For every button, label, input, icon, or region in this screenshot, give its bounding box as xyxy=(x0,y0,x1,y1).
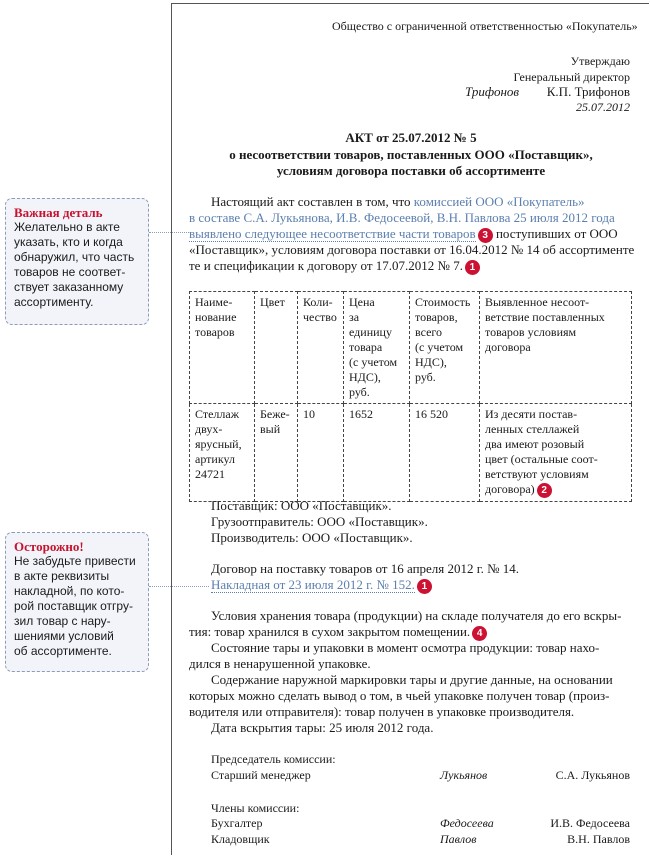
table-cell: Стеллаж двух- ярусный, артикул 24721 xyxy=(190,404,255,502)
chair-signature: Лукьянов xyxy=(440,768,488,782)
shipper-line: Грузоотправитель: ООО «Поставщик». xyxy=(211,514,428,529)
producer-line: Производитель: ООО «Поставщик». xyxy=(211,530,413,545)
note-line: указать, кто и когда xyxy=(14,235,123,249)
badge-3: 3 xyxy=(478,228,493,243)
act-document xyxy=(171,3,649,855)
table-header-row xyxy=(190,292,632,404)
table-cell: Из десяти постав- ленных стеллажей два имеют розовый цвет (остальные соот- ветствуют условиям договора) 2 xyxy=(480,404,632,502)
storage-line-1: Условия хранения товара (продукции) на складе получателя до его вскры- xyxy=(211,608,622,623)
table-cell: Беже- вый xyxy=(255,404,298,502)
member-2-name: В.Н. Павлов xyxy=(567,832,630,846)
member-1-role: Бухгалтер xyxy=(211,816,263,830)
intro-text: поступивших от ООО xyxy=(492,226,618,241)
intro-line-2: в составе С.А. Лукьянова, И.В. Федосеевой, В.Н. Павлова 25 июля 2012 года xyxy=(189,210,615,225)
note-line: в акте реквизиты xyxy=(14,569,110,583)
commission-members-label: Члены комиссии: xyxy=(211,801,300,815)
header-cell: Цена за единицу товара (с учетом НДС), руб. xyxy=(344,292,410,404)
note-heading: Осторожно! xyxy=(14,539,84,554)
table-row xyxy=(190,404,632,502)
badge-1: 1 xyxy=(465,260,480,275)
goods-table xyxy=(189,291,632,502)
note-caution xyxy=(5,532,149,672)
director-signature: Трифонов xyxy=(465,84,520,99)
member-1-name: И.В. Федосеева xyxy=(550,816,630,830)
note-line: зил товар с нару- xyxy=(14,614,111,628)
note-heading: Важная деталь xyxy=(14,205,103,220)
director-name: К.П. Трифонов xyxy=(546,84,630,99)
organization-name: Общество с ограниченной ответственностью «Покупатель» xyxy=(332,19,638,33)
member-2-signature: Павлов xyxy=(440,832,477,846)
note-line: товаров не соответ- xyxy=(14,265,126,279)
approval-label: Утверждаю xyxy=(570,54,630,68)
table-cell: 16 520 xyxy=(410,404,480,502)
badge-2: 2 xyxy=(537,483,552,498)
member-2-role: Кладовщик xyxy=(211,832,270,846)
discrepancy-highlight: выявлено следующее несоответствие части товаров xyxy=(189,226,476,241)
note-important-detail xyxy=(5,198,149,325)
intro-line-3 xyxy=(189,226,618,243)
act-subtitle-1: о несоответствии товаров, поставленных ООО «Поставщик», xyxy=(229,147,593,162)
intro-line-4: «Поставщик», условиям договора поставки от 16.04.2012 № 14 об ассортименте xyxy=(189,242,635,257)
note-line: обнаружил, что часть xyxy=(14,250,135,264)
note-line: Не забудьте привести xyxy=(14,554,136,568)
storage-line-2: тия: товар хранился в сухом закрытом помещении. 4 xyxy=(189,624,487,641)
approval-date: 25.07.2012 xyxy=(576,100,630,114)
table-cell: 10 xyxy=(298,404,344,502)
intro-text: Настоящий акт составлен в том, что xyxy=(211,194,414,209)
note-line: рой поставщик отгру- xyxy=(14,599,133,613)
commission-chair-label: Председатель комиссии: xyxy=(211,752,336,766)
note-line: Желательно в акте xyxy=(14,220,120,234)
marking-line-3: водителя или отправителя): товар получен в упаковке производителя. xyxy=(189,704,575,719)
approval-position: Генеральный директор xyxy=(513,70,630,84)
chair-name: С.А. Лукьянов xyxy=(555,768,630,782)
badge-1: 1 xyxy=(417,579,432,594)
intro-line-5 xyxy=(189,258,480,275)
act-subtitle-2: условиям договора поставки об ассортименте xyxy=(276,163,546,178)
member-1-signature: Федосеева xyxy=(440,816,494,830)
note-line: шениями условий xyxy=(14,629,114,643)
act-title: АКТ от 25.07.2012 № 5 xyxy=(345,130,477,145)
header-cell: Выявленное несоот- ветствие поставленных товаров условиям договора xyxy=(480,292,632,404)
note-line: накладной, по кото- xyxy=(14,584,125,598)
badge-4: 4 xyxy=(472,626,487,641)
commission-highlight: комиссией ООО «Покупатель» xyxy=(413,194,585,209)
marking-line-1: Содержание наружной маркировки тары и другие данные, на основании xyxy=(211,672,613,687)
marking-line-2: которых можно сделать вывод о том, в чьей упаковке получен товар (произ- xyxy=(189,688,610,703)
header-cell: Стоимость товаров, всего (с учетом НДС), руб. xyxy=(410,292,480,404)
chair-role: Старший менеджер xyxy=(211,768,311,782)
header-cell: Наиме- нование товаров xyxy=(190,292,255,404)
opening-date-line: Дата вскрытия тары: 25 июля 2012 года. xyxy=(211,720,434,735)
supplier-line: Поставщик: ООО «Поставщик». xyxy=(211,498,392,513)
contract-line: Договор на поставку товаров от 16 апреля 2012 г. № 14. xyxy=(211,561,520,576)
package-line-1: Состояние тары и упаковки в момент осмотра продукции: товар нахо- xyxy=(211,640,600,655)
note-line: об ассортименте. xyxy=(14,644,112,658)
table-cell: 1652 xyxy=(344,404,410,502)
header-cell: Цвет xyxy=(255,292,298,404)
note-line: ассортименту. xyxy=(14,295,94,309)
package-line-2: дился в ненарушенной упаковке. xyxy=(189,656,371,671)
invoice-line xyxy=(211,577,432,594)
note-line: ствует заказанному xyxy=(14,280,124,294)
header-cell: Коли- чество xyxy=(298,292,344,404)
invoice-highlight: Накладная от 23 июля 2012 г. № 152. xyxy=(211,577,415,592)
intro-line-1 xyxy=(211,194,585,210)
intro-text: те и спецификации к договору от 17.07.2012 № 7. xyxy=(189,258,463,273)
